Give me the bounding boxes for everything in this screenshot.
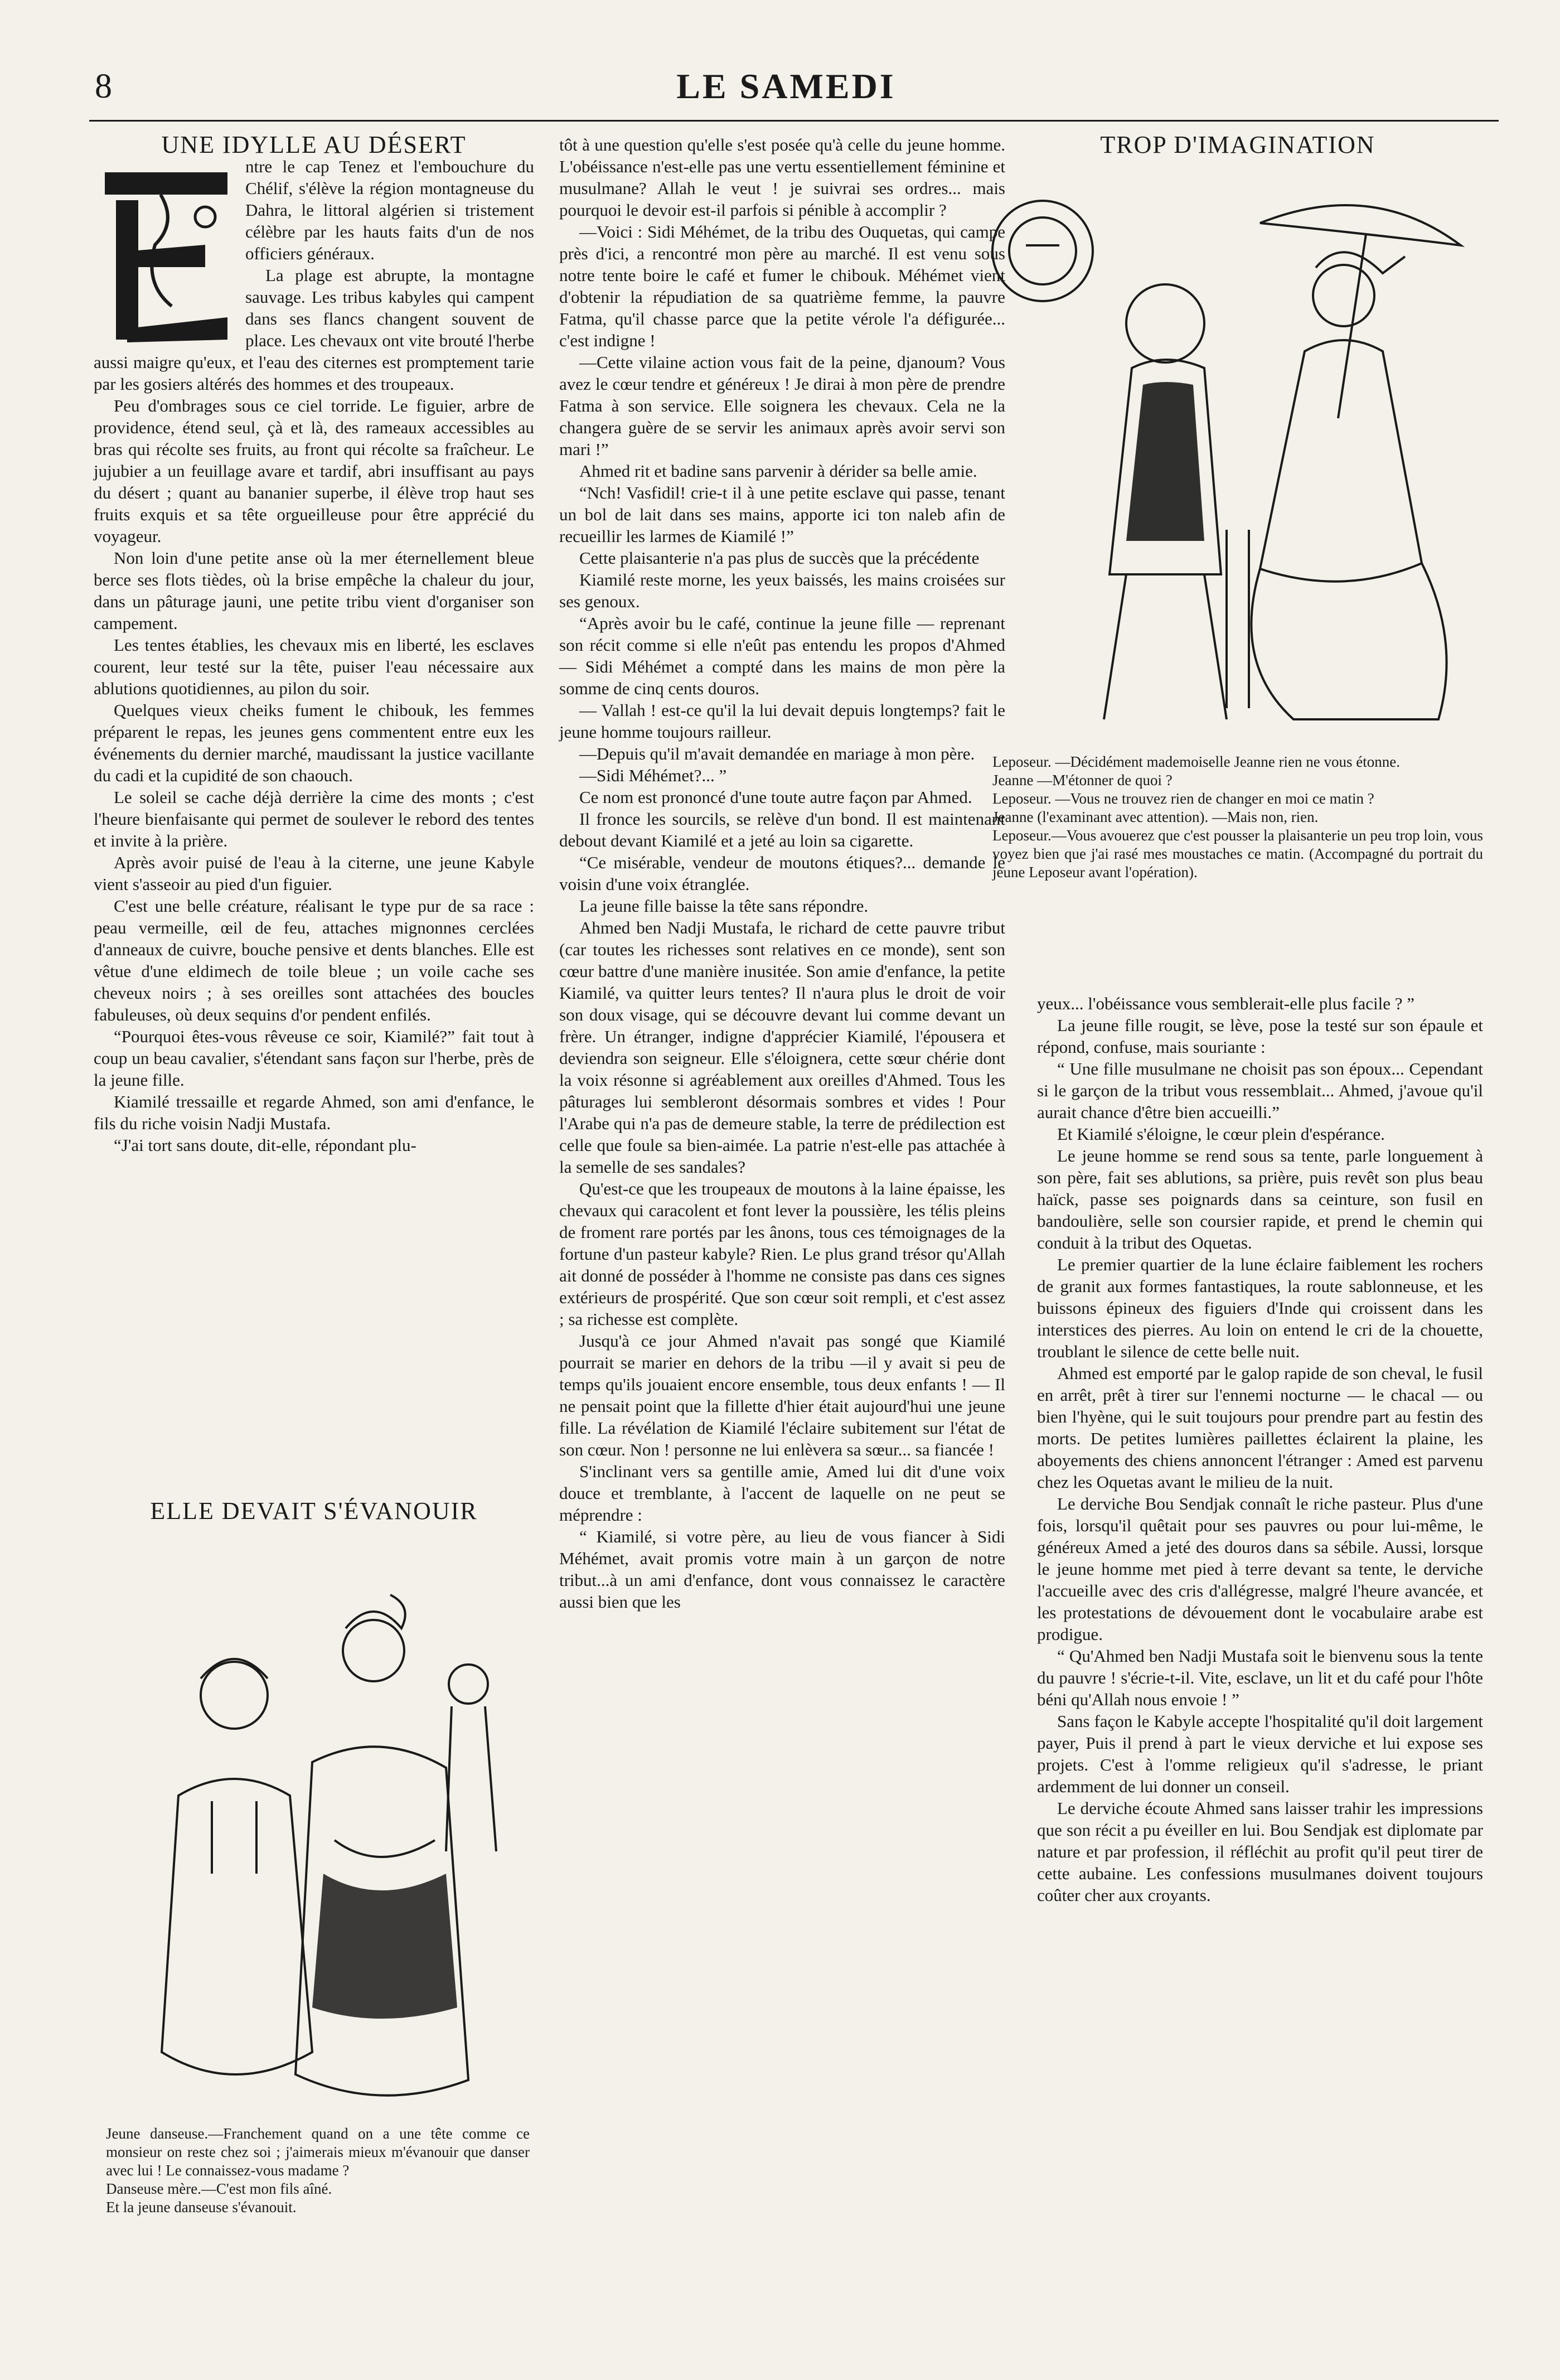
- paragraph: “ Une fille musulmane ne choisit pas son époux... Cependant si le garçon de la tribut vous ressemblait... Ahmed, j'avoue qu'il aurait chance d'être bien accueilli.”: [1037, 1059, 1483, 1122]
- paragraph: “Pourquoi êtes-vous rêveuse ce soir, Kiamilé?” fait tout à coup un beau cavalier, s'étendant sans façon sur l'herbe, près de la jeune fille.: [94, 1027, 534, 1090]
- paragraph: Les tentes établies, les chevaux mis en liberté, les esclaves courent, leur testé sur la tête, puiser l'eau nécessaire aux ablutions quotidiennes, au pilon du soir.: [94, 635, 534, 698]
- column-3-heading: [992, 131, 1483, 158]
- paragraph: —Cette vilaine action vous fait de la peine, djanoum? Vous avez le cœur tendre et généreux ! Je dirai à mon père de prendre Fatma à son service. Elle soignera les chevaux. Cela ne la changera guère de se servir les animaux après avoir servi son mari !”: [559, 352, 1005, 459]
- caption-line: Leposeur.—Vous avouerez que c'est pousser la plaisanterie un peu trop loin, vous voyez bien que j'ai rasé mes moustaches ce matin. (Accompagné du portrait du jeune Leposeur avant l'opération).: [992, 827, 1483, 881]
- paragraph: Kiamilé reste morne, les yeux baissés, les mains croisées sur ses genoux.: [559, 570, 1005, 611]
- paragraph: yeux... l'obéissance vous semblerait-elle plus facile ? ”: [1037, 994, 1415, 1013]
- header-rule: [89, 120, 1499, 122]
- paragraph: “Après avoir bu le café, continue la jeune fille — reprenant son récit comme si elle n'eût pas entendu les propos d'Ahmed — Sidi Méhémet a compté dans les mains de mon père la somme de cinq cents douros.: [559, 613, 1005, 698]
- paragraph: Le soleil se cache déjà derrière la cime des monts ; c'est l'heure bienfaisante qui permet de soulever le rebord des tentes et invite à la prière.: [94, 787, 534, 850]
- caption-line: Leposeur. —Vous ne trouvez rien de changer en moi ce matin ?: [992, 790, 1374, 807]
- caption-line: Et la jeune danseuse s'évanouit.: [106, 2199, 297, 2215]
- article-title-idylle: UNE IDYLLE AU DÉSERT: [161, 131, 467, 158]
- paragraph: —Voici : Sidi Méhémet, de la tribu des Ouquetas, qui campe près d'ici, a rencontré mon père au marché. Il est venu sous notre tente boire le café et fumer le chibouk. Méhémet vient d'obtenir la répudiation de sa quatrième femme, la pauvre Fatma, qu'il chasse parce que la petite vérole l'a défigurée... c'est indigne !: [559, 222, 1005, 350]
- illustration-dancers: [112, 1561, 524, 2113]
- paragraph: C'est une belle créature, réalisant le type pur de sa race : peau vermeille, œil de feu, attaches mignonnes cerclées d'anneaux de cuivre, bouche pensive et dents blanches. Elle est vêtue d'une eldimech de toile bleue ; un voile cache ses cheveux noirs ; à ses oreilles sont attachées des boucles fabuleuses, où deux sequins d'or pendent enfilés.: [94, 896, 534, 1024]
- paragraph: La jeune fille baisse la tête sans répondre.: [579, 896, 869, 916]
- paragraph: Ce nom est prononcé d'une toute autre façon par Ahmed.: [579, 787, 972, 807]
- column-3: [1037, 993, 1483, 1906]
- paragraph: Le premier quartier de la lune éclaire faiblement les rochers de granit aux formes fantastiques, la route sablonneuse, et les buissons épineux des figuiers d'Inde qui croissent dans les interstices des pierres. Au loin on entend le cri de la chouette, troublant le silence de cette belle nuit.: [1037, 1255, 1483, 1361]
- caption-line: Danseuse mère.—C'est mon fils aîné.: [106, 2180, 332, 2197]
- paragraph: “ Kiamilé, si votre père, au lieu de vous fiancer à Sidi Méhémet, avait promis votre main à un garçon de notre tribut...à un ami d'enfance, dont vous connaissez le caractère aussi bien que les: [559, 1527, 1005, 1612]
- caption-line: Jeanne (l'examinant avec attention). —Mais non, rien.: [992, 809, 1319, 825]
- paragraph: “J'ai tort sans doute, dit-elle, répondant plu-: [114, 1135, 416, 1155]
- caption-line: Leposeur. —Décidément mademoiselle Jeanne rien ne vous étonne.: [992, 753, 1401, 770]
- paragraph: Le jeune homme se rend sous sa tente, parle longuement à son père, fait ses ablutions, sa prière, puis revêt son plus beau haïck, passe ses poignards dans sa ceinture, son fusil en bandoulière, selle son coursier rapide, et prend le chemin qui conduit à la tribut des Oquetas.: [1037, 1146, 1483, 1252]
- paragraph: —Depuis qu'il m'avait demandée en mariage à mon père.: [579, 744, 975, 763]
- paragraph: Non loin d'une petite anse où la mer éternellement bleue berce ses flots tièdes, où la brise empêche la chaleur du jour, dans un pâturage jauni, une petite tribu vient d'organiser son campement.: [94, 548, 534, 633]
- paragraph: Le derviche Bou Sendjak connaît le riche pasteur. Plus d'une fois, lorsqu'il quêtait pour ses pauvres ou pour lui-même, le généreux Amed a jeté des douros dans sa sébile. Aussi, lorsque le jeune homme met pied à terre devant sa tente, le derviche l'accueille avec des cris d'allégresse, malgré l'heure avancée, et les protestations de dévouement dont le vocabulaire arabe est prodigue.: [1037, 1494, 1483, 1644]
- paragraph: Après avoir puisé de l'eau à la citerne, une jeune Kabyle vient s'asseoir au pied d'un figuier.: [94, 853, 534, 894]
- column-2: [559, 134, 1005, 1613]
- paragraph: La jeune fille rougit, se lève, pose la testé sur son épaule et répond, confuse, mais souriante :: [1037, 1015, 1483, 1057]
- paragraph: tôt à une question qu'elle s'est posée qu'à celle du jeune homme. L'obéissance n'est-elle pas une vertu essentiellement féminine et musulmane? Allah le veut ! je suivrai ses ordres... mais pourquoi le devoir est-il parfois si pénible à accomplir ?: [559, 135, 1005, 220]
- article-title-imagination: TROP D'IMAGINATION: [1100, 131, 1375, 158]
- caption-leposeur: [992, 753, 1483, 882]
- paragraph: Ahmed est emporté par le galop rapide de son cheval, le fusil en arrêt, prêt à tirer sur l'ennemi nocturne — le chacal — ou bien l'hyène, qui le suit toujours pour prendre part au festin des morts. De petites lumières paillettes éclairent la plaine, les aboyements des chiens annoncent l'étranger : Amed est parvenu chez les Oquetas avant le milieu de la nuit.: [1037, 1363, 1483, 1492]
- article-title-evanouir-wrapper: [94, 1497, 534, 1525]
- masthead: LE SAMEDI: [676, 66, 896, 106]
- paragraph: “Nch! Vasfidil! crie-t il à une petite esclave qui passe, tenant un bol de lait dans ses mains, apporte ici ton naleb afin de recueillir les larmes de Kiamilé !”: [559, 483, 1005, 546]
- paragraph: —Sidi Méhémet?... ”: [579, 766, 727, 785]
- caption-dancers: [106, 2125, 530, 2217]
- paragraph: S'inclinant vers sa gentille amie, Amed lui dit d'une voix douce et tremblante, à l'accent de laquelle on ne peut se méprendre :: [559, 1462, 1005, 1525]
- caption-line: Jeanne —M'étonner de quoi ?: [992, 772, 1173, 789]
- column-1: [94, 131, 534, 1156]
- paragraph: Le derviche écoute Ahmed sans laisser trahir les impressions que son récit a pu éveiller en lui. Bou Sendjak est diplomate par nature et par profession, il réfléchit au profit qu'il peut tirer de cette aubaine. Les confessions musulmanes doivent toujours coûter cher aux croyants.: [1037, 1798, 1483, 1905]
- paragraph: Ahmed rit et badine sans parvenir à dérider sa belle amie.: [579, 461, 977, 481]
- caption-line: Jeune danseuse.—Franchement quand on a une tête comme ce monsieur on reste chez soi ; j'aimerais mieux m'évanouir que danser avec lui ! Le connaissez-vous madame ?: [106, 2125, 530, 2179]
- drop-cap-e-illustration: [94, 161, 233, 345]
- paragraph: — Vallah ! est-ce qu'il la lui devait depuis longtemps? fait le jeune homme toujours railleur.: [559, 700, 1005, 742]
- paragraph: Qu'est-ce que les troupeaux de moutons à la laine épaisse, les chevaux qui caracolent et font lever la poussière, les télis pleins de froment rare portés par les ânons, tous ces témoignages de la fortune d'un pasteur kabyle? Rien. Le plus grand trésor qu'Allah ait donné de posséder à l'homme ne consiste pas dans ces signes extérieurs de prospérité. Que son cœur soit rempli, et c'est assez ; sa richesse est complète.: [559, 1179, 1005, 1329]
- page-number: 8: [95, 67, 112, 105]
- paragraph: Ahmed ben Nadji Mustafa, le richard de cette pauvre tribut (car toutes les richesses sont relatives en ce monde), sent son cœur battre d'une manière inusitée. Son amie d'enfance, la petite Kiamilé, va quitter leurs tentes? Il n'aura plus le droit de voir son doux visage, qui se découvre devant lui comme devant un frère. Un étranger, indigne d'apprécier Kiamilé, l'épousera et deviendra son seigneur. Elle s'éloignera, cette sœur chérie dont la voix résonne si agréablement aux oreilles d'Ahmed. Tous les pâturages lui sembleront désormais sombres et vides ! Pour l'Arabe qui n'a pas de demeure stable, la terre de prédilection est celle que foule sa bien-aimée. La patrie n'est-elle pas attachée à la semelle de ses sandales?: [559, 918, 1005, 1177]
- paragraph: Kiamilé tressaille et regarde Ahmed, son ami d'enfance, le fils du riche voisin Nadji Mustafa.: [94, 1092, 534, 1133]
- paragraph: Sans façon le Kabyle accepte l'hospitalité qu'il doit largement payer, Puis il prend à part le vieux derviche et lui expose ses projets. C'est à l'omme religieux qu'il s'adresse, le priant ardemment de lui donner un conseil.: [1037, 1711, 1483, 1796]
- paragraph: “Ce misérable, vendeur de moutons étiques?... demande le voisin d'une voix étranglée.: [559, 853, 1005, 894]
- paragraph: Quelques vieux cheiks fument le chibouk, les femmes préparent le repas, les jeunes gens commentent entre eux les événements du dernier marché, maudissant la justice vacillante du cadi et la cupidité de son chaouch.: [94, 700, 534, 785]
- paragraph: Peu d'ombrages sous ce ciel torride. Le figuier, arbre de providence, étend seul, çà et là, des rameaux accessibles au bras qui récolte ses fruits, au front qui récolte sa fraîcheur. Le jujubier a un feuillage avare et tardif, abri insuffisant au pays du désert ; quant au bananier superbe, il élève trop haut ses fruits exquis et sa tête orgueilleuse pour être apprécié du voyageur.: [94, 396, 534, 546]
- paragraph: Et Kiamilé s'éloigne, le cœur plein d'espérance.: [1057, 1124, 1385, 1144]
- paragraph: La plage est abrupte, la montagne sauvage. Les tribus kabyles qui campent dans ses flancs changent souvent de place. Les chevaux ont vite brouté l'herbe aussi maigre qu'eux, et l'eau des citernes est promptement tarie par les gosiers altérés des hommes et des troupeaux.: [94, 265, 534, 394]
- paragraph: “ Qu'Ahmed ben Nadji Mustafa soit le bienvenu sous la tente du pauvre ! s'écrie-t-il. Vite, esclave, un lit et du café pour l'hôte béni qu'Allah nous envoie ! ”: [1037, 1646, 1483, 1709]
- paragraph: ntre le cap Tenez et l'embouchure du Chélif, s'élève la région montagneuse du Dahra, le littoral algérien si tristement célèbre par les hauts faits d'un de nos officiers généraux.: [245, 157, 534, 263]
- article-title-evanouir: ELLE DEVAIT S'ÉVANOUIR: [150, 1497, 478, 1525]
- paragraph: Il fronce les sourcils, se relève d'un bond. Il est maintenant debout devant Kiamilé et a jeté au loin sa cigarette.: [559, 809, 1005, 850]
- paragraph: Jusqu'à ce jour Ahmed n'avait pas songé que Kiamilé pourrait se marier en dehors de la tribu —il y avait si peu de temps qu'ils jouaient encore ensemble, tous deux enfants ! — Il ne pensait point que la fillette d'hier était aujourd'hui une jeune fille. La révélation de Kiamilé l'éclaire subitement sur l'état de son cœur. Non ! personne ne lui enlèvera sa sœur... sa fiancée !: [559, 1331, 1005, 1459]
- illustration-leposeur-jeanne: [981, 184, 1483, 747]
- paragraph: Cette plaisanterie n'a pas plus de succès que la précédente: [579, 548, 980, 568]
